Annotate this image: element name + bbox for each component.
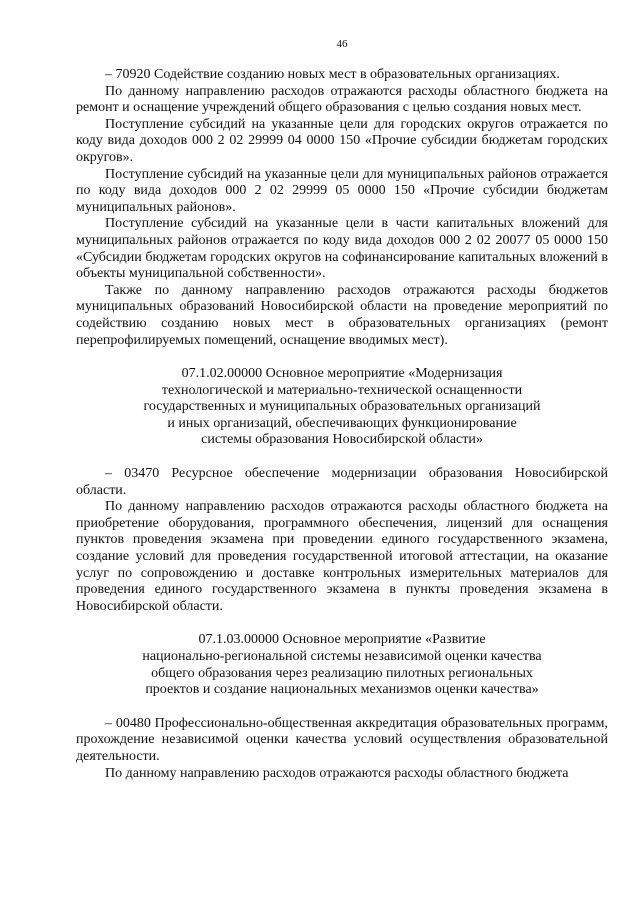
spacer xyxy=(76,449,608,466)
section-heading-07-1-03 xyxy=(76,632,608,698)
paragraph: – 03470 Ресурсное обеспечение модернизации образования Новосибирской области. xyxy=(76,466,608,498)
heading-line: общего образования через реализацию пилотных региональных xyxy=(151,665,533,681)
paragraph: По данному направлению расходов отражаются расходы областного бюджета xyxy=(105,765,569,781)
paragraph: По данному направлению расходов отражаются расходы областного бюджета на приобретение оборудования, программного обеспечения, лицензий для оснащения пунктов проведения экзамена при проведении единого государственного экзамена, создание условий для проведения государственной итоговой аттестации, на оказание услуг по сопровождению и доставке контрольных измерительных материалов для проведения единого государственного экзамена в пункты проведения экзамена в Новосибирской области. xyxy=(76,499,608,614)
heading-line: технологической и материально-технической оснащенности xyxy=(161,382,523,398)
paragraph: Поступление субсидий на указанные цели для муниципальных районов отражается по коду вида доходов 000 2 02 29999 05 0000 150 «Прочие субсидии бюджетам муниципальных районов». xyxy=(76,166,608,215)
spacer xyxy=(76,349,608,366)
heading-line: и иных организаций, обеспечивающих функционирование xyxy=(167,415,517,431)
paragraph: – 70920 Содействие созданию новых мест в образовательных организациях. xyxy=(105,67,560,82)
paragraph: По данному направлению расходов отражаются расходы областного бюджета на ремонт и оснащение учреждений общего образования с целью создания новых мест. xyxy=(76,83,608,116)
spacer xyxy=(76,615,608,632)
paragraph: Поступление субсидий на указанные цели для городских округов отражается по коду вида доходов 000 2 02 29999 04 0000 150 «Прочие субсидии бюджетам городских округов». xyxy=(76,116,608,165)
heading-line: проектов и создание национальных механизмов оценки качества» xyxy=(145,682,539,698)
heading-line: национально-региональной системы независимой оценки качества xyxy=(142,649,542,664)
paragraph: – 00480 Профессионально-общественная аккредитация образовательных программ, прохождение независимой оценки качества условий осуществления образовательной деятельности. xyxy=(76,715,608,764)
section-heading-07-1-02 xyxy=(76,366,608,449)
heading-line: системы образования Новосибирской области» xyxy=(201,432,483,448)
paragraph: Поступление субсидий на указанные цели в части капитальных вложений для муниципальных районов отражается по коду вида доходов 000 2 02 20077 05 0000 150 «Субсидии бюджетам городских округов на софинансирование капитальных вложений в объекты муниципальной собственности». xyxy=(76,216,608,282)
paragraph: Также по данному направлению расходов отражаются расходы бюджетов муниципальных образований Новосибирской области на проведение мероприятий по содействию созданию новых мест в образовательных организациях (ремонт перепрофилируемых помещений, оснащение вводимых мест). xyxy=(76,282,608,348)
heading-line: государственных и муниципальных образовательных организаций xyxy=(143,399,541,415)
heading-line: 07.1.03.00000 Основное мероприятие «Развитие xyxy=(198,632,486,648)
heading-line: 07.1.02.00000 Основное мероприятие «Модернизация xyxy=(181,366,503,382)
page-number: 46 xyxy=(336,38,348,50)
spacer xyxy=(76,699,608,716)
